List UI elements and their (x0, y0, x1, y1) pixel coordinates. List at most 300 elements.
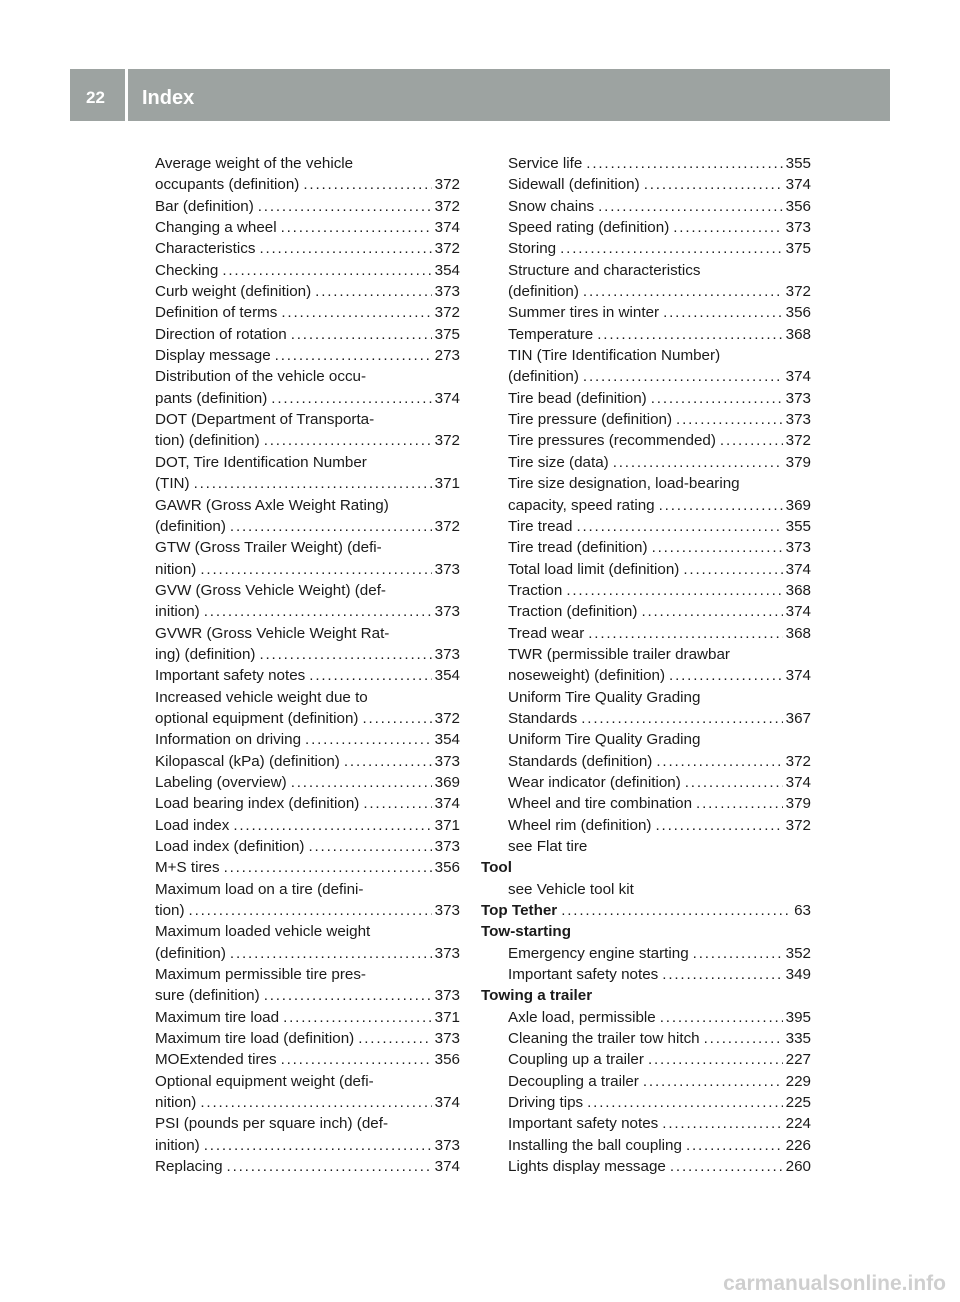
page-reference: 354 (434, 261, 460, 279)
page-reference: 395 (785, 1008, 811, 1026)
dot-leader (303, 174, 431, 195)
index-entry (481, 452, 811, 473)
entry-text: Temperature (508, 325, 594, 343)
index-entry (155, 1156, 460, 1177)
page-reference: 373 (785, 219, 811, 237)
dot-leader (656, 751, 782, 772)
entry-text: optional equipment (definition) (155, 709, 359, 727)
dot-leader (598, 196, 783, 217)
index-entry (155, 665, 460, 686)
index-entry (481, 943, 811, 964)
entry-text: Tread wear (508, 624, 585, 642)
entry-text: Tow-starting (481, 923, 571, 941)
entry-text: nition) (155, 1094, 197, 1112)
index-entry (155, 580, 460, 601)
dot-leader (230, 516, 432, 537)
dot-leader (644, 174, 783, 195)
dot-leader (652, 537, 783, 558)
entry-text: (definition) (155, 944, 226, 962)
entry-text: Direction of rotation (155, 325, 287, 343)
entry-text: DOT, Tire Identification Number (155, 453, 367, 471)
page-reference: 356 (785, 197, 811, 215)
entry-text: Lights display message (508, 1158, 666, 1176)
page-reference: 273 (434, 347, 460, 365)
page-reference: 372 (785, 432, 811, 450)
index-entry (155, 238, 460, 259)
dot-leader (613, 452, 783, 473)
index-entry (481, 409, 811, 430)
dot-leader (358, 1028, 431, 1049)
page-reference: 373 (785, 411, 811, 429)
page-reference: 368 (785, 624, 811, 642)
dot-leader (281, 217, 432, 238)
index-entry (481, 601, 811, 622)
dot-leader (597, 324, 782, 345)
index-entry (481, 238, 811, 259)
entry-text: Important safety notes (508, 966, 659, 984)
index-entry (155, 857, 460, 878)
entry-text: M+S tires (155, 859, 220, 877)
page-reference: 229 (785, 1072, 811, 1090)
dot-leader (720, 430, 783, 451)
index-entry (481, 473, 811, 494)
entry-text: tion) (155, 902, 185, 920)
dot-leader (204, 601, 432, 622)
entry-text: nition) (155, 560, 197, 578)
page-reference: 373 (785, 389, 811, 407)
page-reference: 374 (785, 560, 811, 578)
page-reference: 349 (785, 966, 811, 984)
page-reference: 374 (785, 176, 811, 194)
entry-text: Kilopascal (kPa) (definition) (155, 752, 340, 770)
dot-leader (660, 1007, 783, 1028)
index-entry (155, 217, 460, 238)
index-entry (481, 1071, 811, 1092)
dot-leader (344, 751, 432, 772)
entry-text: Tire tread (508, 517, 573, 535)
index-entry (155, 921, 460, 942)
dot-leader (673, 217, 782, 238)
page-reference: 374 (434, 389, 460, 407)
entry-text: Standards (508, 709, 578, 727)
dot-leader (659, 495, 783, 516)
entry-text: Average weight of the vehicle (155, 155, 354, 172)
index-entry (481, 281, 811, 302)
entry-text: Traction (508, 581, 563, 599)
dot-leader (586, 153, 782, 174)
dot-leader (291, 772, 432, 793)
header-divider (125, 69, 128, 121)
page-reference: 356 (434, 1051, 460, 1069)
index-entry (155, 644, 460, 665)
index-entry (155, 729, 460, 750)
page-reference: 368 (785, 581, 811, 599)
page-reference: 224 (785, 1115, 811, 1133)
page-reference: 373 (434, 645, 460, 663)
index-entry (155, 430, 460, 451)
index-entry (481, 217, 811, 238)
index-entry (481, 196, 811, 217)
dot-leader (189, 900, 432, 921)
entry-text: (definition) (155, 517, 226, 535)
entry-text: MOExtended tires (155, 1051, 277, 1069)
dot-leader (560, 238, 783, 259)
index-entry (155, 324, 460, 345)
page-reference: 379 (785, 795, 811, 813)
entry-text: Replacing (155, 1158, 223, 1176)
dot-leader (362, 708, 431, 729)
entry-text: inition) (155, 1136, 200, 1154)
entry-text: Bar (definition) (155, 197, 254, 215)
entry-text: pants (definition) (155, 389, 268, 407)
page-reference: 373 (434, 752, 460, 770)
dot-leader (704, 1028, 783, 1049)
dot-leader (581, 708, 782, 729)
page-reference: 372 (434, 709, 460, 727)
index-heading (481, 900, 811, 921)
index-entry (481, 665, 811, 686)
dot-leader (281, 1049, 432, 1070)
index-entry (155, 473, 460, 494)
entry-text: Tire pressures (recommended) (508, 432, 716, 450)
page-reference: 373 (434, 1136, 460, 1154)
index-entry (481, 559, 811, 580)
dot-leader (662, 1113, 782, 1134)
entry-text: Service life (508, 155, 583, 172)
entry-text: GVWR (Gross Vehicle Weight Rat- (155, 624, 390, 642)
index-heading (481, 921, 811, 942)
entry-text: Axle load, permissible (508, 1008, 656, 1026)
index-entry (155, 985, 460, 1006)
entry-text: Important safety notes (155, 667, 306, 685)
page-reference: 372 (434, 304, 460, 322)
index-entry (481, 366, 811, 387)
index-entry (155, 836, 460, 857)
page-reference: 372 (785, 283, 811, 301)
index-entry (155, 1007, 460, 1028)
entry-text: Towing a trailer (481, 987, 593, 1005)
index-entry (481, 495, 811, 516)
page-reference: 371 (434, 1008, 460, 1026)
dot-leader (224, 857, 432, 878)
page-reference: 368 (785, 325, 811, 343)
entry-text: Labeling (overview) (155, 773, 287, 791)
entry-text: PSI (pounds per square inch) (def- (155, 1115, 388, 1133)
page-reference: 375 (434, 325, 460, 343)
page-reference: 373 (434, 560, 460, 578)
section-title: Index (142, 87, 195, 109)
index-entry (481, 1028, 811, 1049)
dot-leader (227, 1156, 432, 1177)
entry-text: Maximum permissible tire pres- (155, 966, 366, 984)
index-entry (155, 196, 460, 217)
entry-text: Checking (155, 261, 219, 279)
page-reference: 373 (434, 944, 460, 962)
entry-text: Uniform Tire Quality Grading (508, 731, 701, 749)
entry-text: Load index (definition) (155, 838, 305, 855)
index-entry (481, 260, 811, 281)
dot-leader (200, 559, 431, 580)
dot-leader (696, 793, 783, 814)
page-reference: 374 (785, 603, 811, 621)
page-reference: 356 (785, 304, 811, 322)
index-entry (155, 964, 460, 985)
page-reference: 369 (785, 496, 811, 514)
entry-text: GAWR (Gross Axle Weight Rating) (155, 496, 389, 514)
page-reference: 355 (785, 155, 811, 172)
dot-leader (641, 601, 782, 622)
dot-leader (258, 196, 432, 217)
dot-leader (587, 1092, 783, 1113)
index-entry (155, 900, 460, 921)
index-entry (155, 793, 460, 814)
dot-leader (686, 1135, 783, 1156)
entry-text: Tire tread (definition) (508, 539, 648, 557)
entry-text: Wheel and tire combination (508, 795, 693, 813)
index-entry (155, 879, 460, 900)
index-entry (481, 772, 811, 793)
index-entry (481, 687, 811, 708)
entry-text: Decoupling a trailer (508, 1072, 639, 1090)
dot-leader (363, 793, 431, 814)
index-entry (481, 793, 811, 814)
index-entry (155, 260, 460, 281)
entry-text: Emergency engine starting (508, 944, 689, 962)
index-entry (481, 879, 811, 900)
index-entry (481, 1113, 811, 1134)
page-reference: 373 (434, 987, 460, 1005)
index-entry (155, 559, 460, 580)
entry-text: Distribution of the vehicle occu- (155, 368, 367, 386)
dot-leader (576, 516, 782, 537)
index-entry (155, 1135, 460, 1156)
entry-text: Tool (481, 859, 512, 877)
index-entry (155, 495, 460, 516)
entry-text: capacity, speed rating (508, 496, 655, 514)
entry-text: Load bearing index (definition) (155, 795, 360, 813)
index-entry (481, 644, 811, 665)
entry-text: Changing a wheel (155, 219, 277, 237)
index-entry (155, 623, 460, 644)
entry-text: Display message (155, 347, 271, 365)
dot-leader (655, 815, 782, 836)
dot-leader (259, 238, 431, 259)
dot-leader (561, 900, 791, 921)
index-entry (155, 281, 460, 302)
index-entry (155, 1028, 460, 1049)
entry-text: Structure and characteristics (508, 261, 701, 279)
page-reference: 356 (434, 859, 460, 877)
index-entry (481, 153, 811, 174)
dot-leader (583, 366, 783, 387)
entry-text: Important safety notes (508, 1115, 659, 1133)
dot-leader (264, 985, 432, 1006)
dot-leader (662, 964, 782, 985)
entry-text: Summer tires in winter (508, 304, 660, 322)
page-reference: 355 (785, 517, 811, 535)
entry-text: Tire size (data) (508, 453, 609, 471)
page-reference: 372 (434, 176, 460, 194)
index-entry (481, 324, 811, 345)
page-reference: 372 (785, 752, 811, 770)
page-number: 22 (86, 88, 105, 107)
entry-text: Traction (definition) (508, 603, 638, 621)
index-entry (155, 815, 460, 836)
entry-text: Driving tips (508, 1094, 584, 1112)
page-reference: 374 (434, 1094, 460, 1112)
page-reference: 372 (434, 432, 460, 450)
page-reference: 367 (785, 709, 811, 727)
entry-text: Maximum loaded vehicle weight (155, 923, 371, 941)
dot-leader (275, 345, 432, 366)
dot-leader (651, 388, 783, 409)
index-entry (481, 729, 811, 750)
index-entry (481, 302, 811, 323)
entry-text: occupants (definition) (155, 176, 300, 194)
dot-leader (683, 559, 782, 580)
index-entry (155, 708, 460, 729)
entry-text: sure (definition) (155, 987, 260, 1005)
index-entry (481, 836, 811, 857)
dot-leader (222, 260, 431, 281)
dot-leader (233, 815, 431, 836)
page-reference: 372 (434, 517, 460, 535)
dot-leader (643, 1071, 783, 1092)
entry-text: Load index (155, 816, 230, 834)
entry-text: TWR (permissible trailer drawbar (508, 645, 730, 663)
entry-text: (definition) (508, 283, 579, 301)
index-entry (481, 1156, 811, 1177)
entry-text: (definition) (508, 368, 579, 386)
entry-text: Coupling up a trailer (508, 1051, 644, 1069)
dot-leader (676, 409, 783, 430)
page-reference: 373 (785, 539, 811, 557)
page-reference: 63 (794, 902, 811, 920)
entry-text: Snow chains (508, 197, 595, 215)
index-entry (481, 388, 811, 409)
index-entry (155, 516, 460, 537)
index-entry (481, 1007, 811, 1028)
index-entry (481, 964, 811, 985)
page-reference: 373 (434, 902, 460, 920)
entry-text: (TIN) (155, 475, 190, 493)
entry-text: Standards (definition) (508, 752, 653, 770)
dot-leader (693, 943, 783, 964)
index-entry (155, 1113, 460, 1134)
dot-leader (194, 473, 432, 494)
dot-leader (670, 1156, 783, 1177)
entry-text: Cleaning the trailer tow hitch (508, 1030, 700, 1048)
dot-leader (315, 281, 431, 302)
page-reference: 354 (434, 667, 460, 685)
dot-leader (648, 1049, 783, 1070)
index-entry (155, 537, 460, 558)
page-reference: 379 (785, 453, 811, 471)
entry-text: Maximum tire load (155, 1008, 280, 1026)
index-entry (155, 687, 460, 708)
index-entry (155, 1092, 460, 1113)
dot-leader (200, 1092, 431, 1113)
dot-leader (305, 729, 432, 750)
index-entry (155, 452, 460, 473)
page-reference: 374 (785, 667, 811, 685)
entry-text: Maximum tire load (definition) (155, 1030, 355, 1048)
page-reference: 372 (785, 816, 811, 834)
page-reference: 373 (434, 603, 460, 621)
index-entry (481, 174, 811, 195)
page-reference: 372 (434, 240, 460, 258)
entry-text: Characteristics (155, 240, 256, 258)
entry-text: Sidewall (definition) (508, 176, 640, 194)
entry-text: GTW (Gross Trailer Weight) (defi- (155, 539, 382, 557)
page-reference: 371 (434, 816, 460, 834)
index-entry (481, 345, 811, 366)
index-entry (155, 751, 460, 772)
entry-text: Total load limit (definition) (508, 560, 680, 578)
page-reference: 372 (434, 197, 460, 215)
index-column-right (481, 153, 811, 1178)
entry-text: ing) (definition) (155, 645, 256, 663)
index-entry (155, 409, 460, 430)
entry-text: Installing the ball coupling (508, 1136, 682, 1154)
page-reference: 374 (434, 219, 460, 237)
index-entry (481, 623, 811, 644)
index-entry (155, 772, 460, 793)
entry-text: see Vehicle tool kit (508, 880, 634, 898)
page-reference: 226 (785, 1136, 811, 1154)
entry-text: Tire size designation, load-bearing (508, 475, 740, 493)
dot-leader (271, 388, 431, 409)
index-entry (481, 580, 811, 601)
dot-leader (588, 623, 782, 644)
page-reference: 335 (785, 1030, 811, 1048)
index-entry (481, 516, 811, 537)
watermark: carmanualsonline.info (723, 1272, 946, 1295)
entry-text: Tire pressure (definition) (508, 411, 673, 429)
index-entry (481, 1135, 811, 1156)
dot-leader (283, 1007, 432, 1028)
index-entry (481, 1049, 811, 1070)
index-entry (155, 601, 460, 622)
page-reference: 354 (434, 731, 460, 749)
entry-text: Top Tether (481, 902, 558, 920)
entry-text: Speed rating (definition) (508, 219, 670, 237)
entry-text: noseweight) (definition) (508, 667, 666, 685)
index-entry (155, 345, 460, 366)
dot-leader (264, 430, 432, 451)
entry-text: Storing (508, 240, 557, 258)
page-header (70, 69, 890, 121)
index-entry (155, 388, 460, 409)
entry-text: Uniform Tire Quality Grading (508, 688, 701, 706)
dot-leader (663, 302, 783, 323)
index-entry (155, 153, 460, 174)
index-entry (481, 430, 811, 451)
dot-leader (669, 665, 783, 686)
page-reference: 260 (785, 1158, 811, 1176)
page-reference: 373 (434, 1030, 460, 1048)
index-entry (155, 943, 460, 964)
index-entry (155, 1049, 460, 1070)
page-reference: 227 (785, 1051, 811, 1069)
page-reference: 373 (434, 838, 460, 855)
entry-text: Maximum load on a tire (defini- (155, 880, 364, 898)
page-reference: 369 (434, 773, 460, 791)
index-heading (481, 985, 811, 1006)
page-reference: 374 (785, 773, 811, 791)
dot-leader (566, 580, 782, 601)
page-reference: 374 (434, 1158, 460, 1176)
